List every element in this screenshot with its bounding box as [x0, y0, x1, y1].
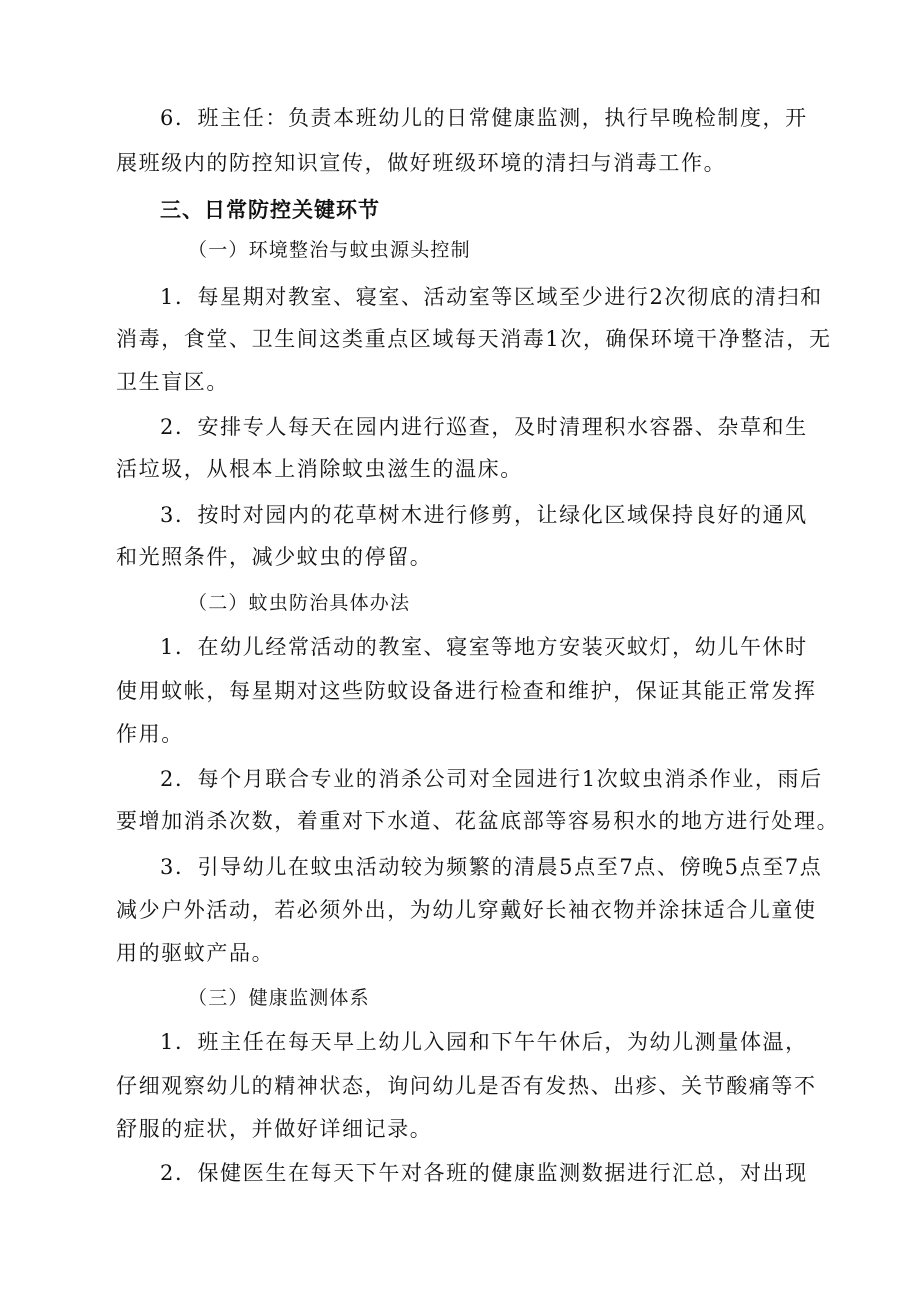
paragraph-line: 1．在幼儿经常活动的教室、寝室等地方安装灭蚊灯，幼儿午休时 [160, 635, 808, 659]
paragraph-line: 要增加消杀次数，着重对下水道、花盆底部等容易积水的地方进行处理。 [116, 809, 840, 833]
paragraph-line: 2．每个月联合专业的消杀公司对全园进行1次蚊虫消杀作业，雨后 [160, 767, 823, 791]
paragraph-line: 仔细观察幼儿的精神状态，询问幼儿是否有发热、出疹、关节酸痛等不 [116, 1074, 817, 1098]
paragraph-line: 3．引导幼儿在蚊虫活动较为频繁的清晨5点至7点、傍晚5点至7点 [160, 855, 823, 879]
paragraph-line: 舒服的症状，并做好详细记录。 [116, 1117, 433, 1141]
section-6-line-2: 展班级内的防控知识宣传，做好班级环境的清扫与消毒工作。 [116, 151, 727, 175]
subsection-title-1: （一）环境整治与蚊虫源头控制 [188, 239, 471, 261]
paragraph-line: 活垃圾，从根本上消除蚊虫滋生的温床。 [116, 457, 523, 481]
paragraph-line: 用的驱蚊产品。 [116, 941, 275, 965]
section-6-line-1: 6．班主任：负责本班幼儿的日常健康监测，执行早晚检制度，开 [160, 106, 808, 130]
paragraph-line: 使用蚊帐，每星期对这些防蚊设备进行检查和维护，保证其能正常发挥 [116, 679, 817, 703]
paragraph-line: 1．每星期对教室、寝室、活动室等区域至少进行2次彻底的清扫和 [160, 285, 823, 309]
paragraph-line: 1．班主任在每天早上幼儿入园和下午午休后，为幼儿测量体温， [160, 1030, 808, 1054]
paragraph-line: 卫生盲区。 [116, 370, 229, 394]
paragraph-line: 2．安排专人每天在园内进行巡查，及时清理积水容器、杂草和生 [160, 415, 808, 439]
subsection-title-2: （二）蚊虫防治具体办法 [188, 592, 411, 614]
subsection-title-3: （三）健康监测体系 [188, 987, 370, 1009]
section-heading: 三、日常防控关键环节 [160, 198, 380, 222]
paragraph-line: 作用。 [116, 722, 184, 746]
paragraph-line: 3．按时对园内的花草树木进行修剪，让绿化区域保持良好的通风 [160, 503, 808, 527]
paragraph-line: 消毒，食堂、卫生间这类重点区域每天消毒1次，确保环境干净整洁，无 [116, 327, 832, 351]
paragraph-line: 和光照条件，减少蚊虫的停留。 [116, 545, 433, 569]
paragraph-line: 2．保健医生在每天下午对各班的健康监测数据进行汇总，对出现 [160, 1161, 808, 1185]
paragraph-line: 减少户外活动，若必须外出，为幼儿穿戴好长袖衣物并涂抹适合儿童使 [116, 898, 817, 922]
